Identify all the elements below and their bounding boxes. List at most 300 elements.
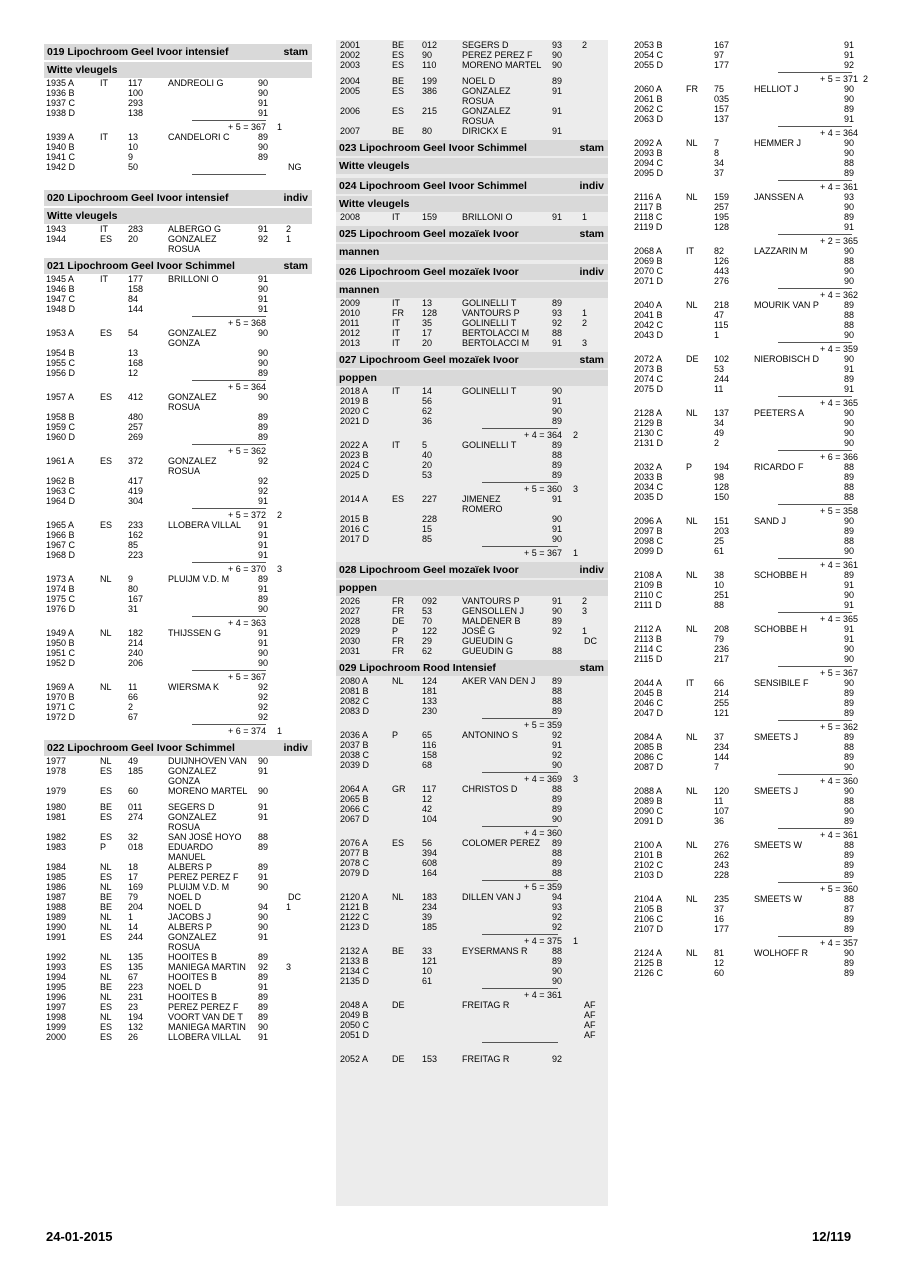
entry-row [336,406,608,416]
entry-number: 2039 D [340,760,370,770]
entry-row [630,870,868,880]
country-code: NL [686,948,698,958]
entry-number: 2002 [340,50,361,60]
ring-number: 283 [128,224,144,234]
points: 90 [844,202,855,212]
country-code: BE [100,802,113,812]
entry-number: 2029 [340,626,361,636]
entry-row [630,742,868,752]
entry-row [336,784,608,794]
points: 89 [844,860,855,870]
points: 91 [258,638,269,648]
points: 89 [552,956,563,966]
entry-number: 2084 A [634,732,663,742]
ring-number: 167 [714,40,730,50]
country-code: NL [686,894,698,904]
ring-number: 75 [714,84,725,94]
entry-row [44,412,312,422]
entry-number: 1953 A [46,328,75,338]
exhibitor-name: ROSUA [168,402,201,412]
entry-number: 2087 D [634,762,664,772]
team-total: + 5 = 367 [523,548,562,558]
exhibitor-name: ALBERS P [168,862,213,872]
exhibitor-name: SCHOBBE H [754,624,808,634]
ring-number: 98 [714,472,725,482]
entry-row [44,1012,312,1022]
class-type-tag: stam [579,228,604,240]
exhibitor-name: ROSUA [462,96,495,106]
points: 89 [844,300,855,310]
ring-number: 84 [128,294,139,304]
entry-row [44,486,312,496]
entry-row [44,496,312,506]
entry-number: 2028 [340,616,361,626]
team-total: + 5 = 362 [819,722,858,732]
entry-row [336,646,608,656]
ring-number: 38 [714,570,725,580]
country-code: ES [100,456,113,466]
entry-row [44,358,312,368]
total-rule [778,504,852,505]
ring-number: 53 [422,470,433,480]
entry-row [630,168,868,178]
class-subtitle: Witte vleugels [336,196,608,212]
points: 88 [844,536,855,546]
ring-number: 80 [422,126,433,136]
ring-number: 37 [714,904,725,914]
points: 91 [552,740,563,750]
team-total-row [630,664,868,678]
total-rule [482,934,558,935]
ring-number: 61 [714,546,725,556]
points: 89 [552,76,563,86]
entry-row [630,320,868,330]
ring-number: 32 [128,832,139,842]
ring-number: 262 [714,850,730,860]
country-code: NL [100,992,112,1002]
country-code: P [392,730,399,740]
entry-number: 2020 C [340,406,370,416]
rank: 1 [286,234,292,244]
points: 89 [258,574,269,584]
entry-row [44,234,312,244]
points: 90 [844,948,855,958]
total-rule [192,316,266,317]
ring-number: 231 [128,992,144,1002]
exhibitor-name: GOLINELLI T [462,440,517,450]
country-code: NL [392,676,404,686]
entry-number: 1952 D [46,658,76,668]
total-rule [778,558,852,559]
team-total-row [630,232,868,246]
ring-number: 011 [128,802,143,812]
entry-number: 2114 C [634,644,663,654]
entry-row [630,948,868,958]
team-total: + 4 = 365 [819,398,858,408]
ring-number: 169 [128,882,144,892]
team-rank: 1 [276,726,282,736]
entry-row [336,636,608,646]
entry-row [44,142,312,152]
team-total-row [44,378,312,392]
points: 92 [552,626,563,636]
points: 90 [552,814,563,824]
points: 87 [844,904,855,914]
points: 88 [552,696,563,706]
ring-number: 53 [714,364,725,374]
points: 89 [258,992,269,1002]
points: 88 [844,158,855,168]
ring-number: 443 [714,266,730,276]
entry-number: 1937 C [46,98,76,108]
entry-row [44,132,312,142]
entry-row [630,418,868,428]
ring-number: 182 [128,628,144,638]
entry-number: 1962 B [46,476,75,486]
ring-number: 11 [714,384,724,394]
exhibitor-name: COLOMER PEREZ [462,838,541,848]
entry-number: 2089 B [634,796,663,806]
entry-row [630,688,868,698]
exhibitor-name: ROMERO [462,504,503,514]
exhibitor-name: RICARDO F [754,462,804,472]
entry-number: 2088 A [634,786,663,796]
entry-row [630,472,868,482]
team-rank: 3 [572,774,578,784]
team-total-row [336,716,608,730]
points: 92 [258,456,269,466]
team-total-row [630,448,868,462]
entry-row [336,60,608,70]
points: 91 [258,584,269,594]
ring-number: 36 [422,416,433,426]
entry-row [336,740,608,750]
entry-row [44,952,312,962]
entry-row [630,526,868,536]
exhibitor-name: HOOITES B [168,992,218,1002]
ring-number: 117 [422,784,437,794]
entry-number: 2111 D [634,600,662,610]
entry-number: 2003 [340,60,361,70]
rank: 1 [286,902,292,912]
entry-row [336,868,608,878]
entry-number: 2062 C [634,104,664,114]
team-total: + 5 = 367 [819,668,858,678]
points: 88 [844,894,855,904]
exhibitor-name: MORENO MARTEL [168,786,248,796]
exhibitor-name: DILLEN VAN J [462,892,521,902]
country-code: IT [392,338,400,348]
exhibitor-name: GONZA [168,776,201,786]
ring-number: 150 [714,492,730,502]
exhibitor-name: SCHOBBE H [754,570,808,580]
entry-row [44,284,312,294]
ring-number: 183 [422,892,438,902]
team-total-row [336,932,608,946]
ring-number: 257 [714,202,730,212]
ring-number: 227 [422,494,438,504]
points: 88 [552,646,563,656]
entry-number: 2120 A [340,892,369,902]
ring-number: 137 [714,114,730,124]
entry-number: 2129 B [634,418,663,428]
class-subtitle: Witte vleugels [336,158,608,174]
entry-number: 2126 C [634,968,664,978]
total-rule [482,482,558,483]
points: 90 [552,60,563,70]
points: 90 [258,78,269,88]
total-rule [482,988,558,989]
country-code: BE [100,982,113,992]
entry-number: 2112 A [634,624,662,634]
entry-number: 1941 C [46,152,76,162]
ring-number: 228 [714,870,730,880]
class-title-text: 022 Lipochroom Geel Ivoor Schimmel [47,742,235,754]
entry-row [336,858,608,868]
country-code: DE [392,1000,405,1010]
points: 91 [552,524,563,534]
ring-number: 10 [128,142,139,152]
ring-number: 12 [422,794,433,804]
country-code: ES [100,812,113,822]
ring-number: 167 [128,594,144,604]
entry-number: 2117 B [634,202,662,212]
entry-number: 2060 A [634,84,663,94]
entry-number: 1983 [46,842,67,852]
ring-number: 14 [422,386,433,396]
points: 91 [844,624,855,634]
ring-number: 218 [714,300,730,310]
points: 90 [258,328,269,338]
class-type-tag: stam [283,46,308,58]
entry-number: 1942 D [46,162,76,172]
points: 89 [844,870,855,880]
entry-number: 1981 [46,812,67,822]
exhibitor-name: GOLINELLI T [462,386,517,396]
ring-number: 177 [714,924,730,934]
entry-number: 2068 A [634,246,663,256]
class-subtitle: mannen [336,244,608,260]
ring-number: 255 [714,698,730,708]
exhibitor-name: ANTONINO S [462,730,518,740]
points: 93 [552,308,563,318]
entry-row [44,932,312,942]
country-code: NL [686,138,698,148]
entry-number: 2072 A [634,354,663,364]
entry-number: 2086 C [634,752,664,762]
points: 92 [552,912,563,922]
entry-number: 2051 D [340,1030,370,1040]
team-total: + 4 = 361 [819,560,858,570]
entry-row [630,600,868,610]
country-code: FR [392,646,404,656]
exhibitor-name: GOLINELLI T [462,298,517,308]
entry-row [44,692,312,702]
entry-row [44,108,312,118]
points: 90 [258,882,269,892]
entry-row [336,966,608,976]
team-total: + 4 = 364 [523,430,562,440]
ring-number: 35 [422,318,433,328]
ring-number: 138 [128,108,144,118]
ring-number: 177 [128,274,144,284]
entry-row [44,520,312,530]
exhibitor-name: HEMMER J [754,138,801,148]
team-total-row [630,934,868,948]
country-code: ES [100,1032,113,1042]
team-total: + 4 = 375 [523,936,562,946]
points: 91 [258,530,269,540]
team-total-row [44,560,312,574]
entry-number: 2049 B [340,1010,369,1020]
entry-number: 2054 C [634,50,664,60]
team-rank: 3 [572,484,578,494]
ring-number: 293 [128,98,144,108]
exhibitor-name: SMEETS J [754,732,799,742]
country-code: NL [686,786,698,796]
ring-number: 203 [714,526,730,536]
ring-number: 372 [128,456,144,466]
team-total: + 5 = 372 [227,510,266,520]
entry-number: 2027 [340,606,361,616]
ring-number: 419 [128,486,144,496]
country-code: NL [686,624,698,634]
points: 89 [844,958,855,968]
entry-number: 2131 D [634,438,664,448]
entry-number: 2110 C [634,590,663,600]
team-total: + 4 = 361 [819,182,858,192]
entry-number: 2024 C [340,460,370,470]
ring-number: 1 [128,912,134,922]
entry-number: 2095 D [634,168,664,178]
country-code: IT [686,678,694,688]
points: 91 [844,40,855,50]
country-code: IT [392,440,400,450]
points: 91 [258,540,269,550]
entry-number: 2005 [340,86,361,96]
points: 89 [552,804,563,814]
ring-number: 67 [128,712,139,722]
entry-row [630,634,868,644]
entry-number: 2081 B [340,686,369,696]
entry-row [630,958,868,968]
team-total-row [630,826,868,840]
ring-number: 035 [714,94,730,104]
entry-number: 1945 A [46,274,75,284]
entry-number: 2092 A [634,138,663,148]
entry-row [44,766,312,776]
entry-row [44,304,312,314]
points: 90 [844,408,855,418]
entry-number: 1959 C [46,422,76,432]
team-total-row [336,480,608,494]
total-rule [778,126,852,127]
ring-number: 115 [714,320,729,330]
exhibitor-name: FREITAG R [462,1000,510,1010]
country-code: ES [100,962,113,972]
entry-number: 2061 B [634,94,663,104]
ring-number: 153 [422,1054,438,1064]
ring-number: 135 [128,952,144,962]
entry-row [630,192,868,202]
entry-row [336,1010,608,1020]
team-total: + 5 = 362 [227,446,266,456]
exhibitor-name: LLOBERA VILLAL [168,1032,242,1042]
entry-number: 1963 C [46,486,76,496]
entry-number: 2121 B [340,902,369,912]
entry-row [630,384,868,394]
team-total-row [336,878,608,892]
entry-row [630,40,868,50]
entry-number: 2082 C [340,696,370,706]
results-column-2 [336,40,608,1206]
points: 89 [258,952,269,962]
entry-number: 2100 A [634,840,663,850]
points: 91 [552,106,563,116]
country-code: IT [100,78,108,88]
entry-number: 2080 A [340,676,369,686]
exhibitor-name: SMEETS W [754,894,803,904]
country-code: FR [392,636,404,646]
ring-number: 9 [128,574,134,584]
points: 90 [552,966,563,976]
total-rule [482,772,558,773]
ring-number: 20 [422,338,433,348]
class-title [336,352,608,386]
entry-row [44,1032,312,1042]
country-code: FR [686,84,698,94]
entry-row [630,860,868,870]
entry-number: 1939 A [46,132,75,142]
points: 91 [258,274,269,284]
team-total-row [630,772,868,786]
team-total-row [336,986,608,1000]
country-code: NL [100,862,112,872]
entry-row [44,702,312,712]
exhibitor-name: VOORT VAN DE T [168,1012,243,1022]
points: 90 [552,50,563,60]
entry-number: 1960 D [46,432,76,442]
entry-number: 2105 B [634,904,663,914]
points: 89 [844,104,855,114]
ring-number: 20 [128,234,139,244]
points: 90 [258,648,269,658]
team-total-row [44,314,312,328]
entry-row [630,732,868,742]
entry-number: 1944 [46,234,67,244]
country-code: NL [686,732,698,742]
country-code: FR [392,308,404,318]
team-total: + 5 = 360 [523,484,562,494]
remark: AF [584,1010,596,1020]
class-title-text: 027 Lipochroom Geel mozaïek Ivoor [339,354,519,366]
rank: 3 [286,962,292,972]
points: 90 [844,354,855,364]
entry-row [336,494,608,504]
ring-number: 37 [714,732,725,742]
entry-row [336,848,608,858]
country-code: DE [392,616,405,626]
entry-number: 2016 C [340,524,370,534]
total-rule [482,880,558,881]
ring-number: 135 [128,962,144,972]
ring-number: 1 [714,330,720,340]
ring-number: 2 [714,438,720,448]
entry-number: 1993 [46,962,67,972]
ring-number: 10 [714,580,725,590]
points: 90 [258,142,269,152]
entry-row [44,466,312,476]
